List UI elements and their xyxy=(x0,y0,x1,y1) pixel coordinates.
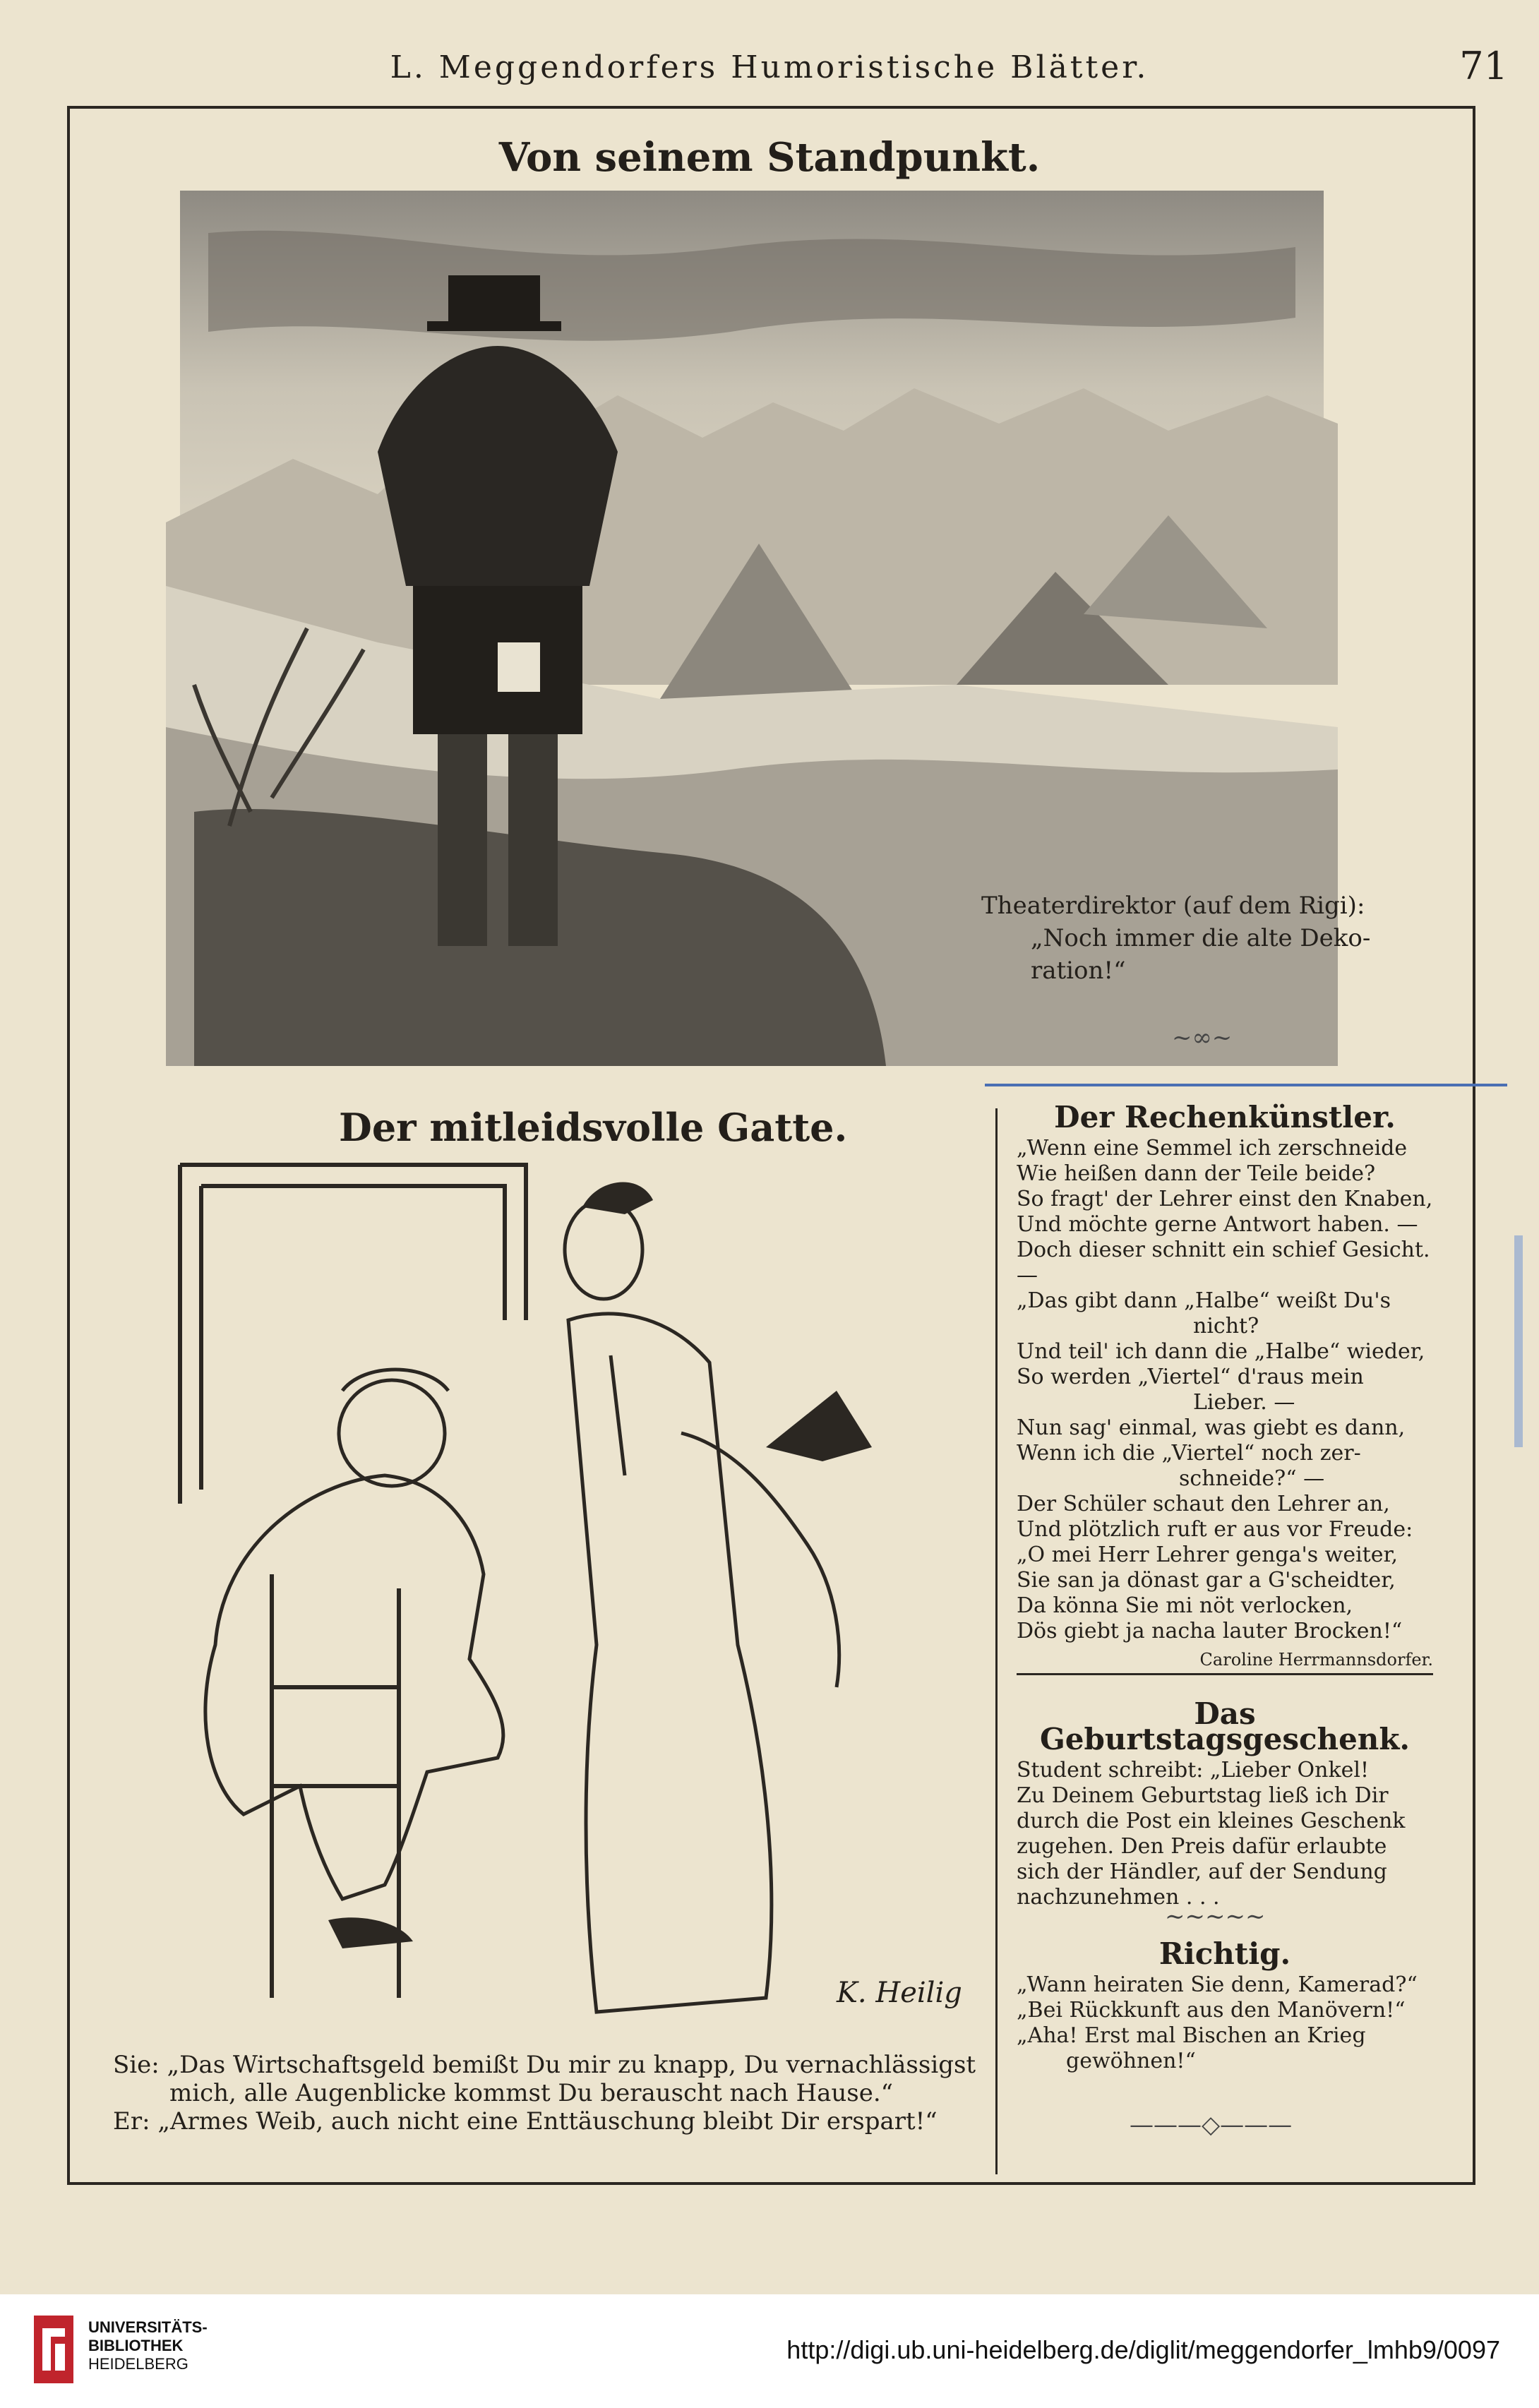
page-number: 71 xyxy=(1459,44,1508,88)
library-name xyxy=(88,2318,208,2373)
poem-line: schneide?“ — xyxy=(1179,1466,1325,1491)
caption-line: Theaterdirektor (auf dem Rigi): xyxy=(981,892,1365,920)
artist-signature: K. Heilig xyxy=(837,1977,962,2009)
caption-line: „Noch immer die alte Deko- xyxy=(1031,924,1371,952)
caption-line: Sie: „Das Wirtschaftsgeld bemißt Du mir zu knapp, Du vernachlässigst xyxy=(113,2051,976,2079)
library-footer xyxy=(0,2294,1539,2408)
poem-line: So werden „Viertel“ d'raus mein xyxy=(1017,1365,1364,1389)
scan-edge-mark xyxy=(1514,1235,1523,1447)
poem-line: Sie san ja dönast gar a G'scheidter, xyxy=(1017,1568,1396,1593)
poem-line: Wie heißen dann der Teile beide? xyxy=(1017,1161,1376,1186)
poem-line: Wenn ich die „Viertel“ noch zer- xyxy=(1017,1441,1361,1466)
anecdote-line: Zu Deinem Geburtstag ließ ich Dir xyxy=(1017,1783,1389,1808)
anecdote-line: Student schreibt: „Lieber Onkel! xyxy=(1017,1758,1370,1783)
poem-line: Lieber. — xyxy=(1193,1390,1295,1415)
anecdote-line: „Wann heiraten Sie denn, Kamerad?“ xyxy=(1017,1972,1418,1997)
poem-line: Und möchte gerne Antwort haben. — xyxy=(1017,1212,1418,1237)
ornament-flourish: ~∞~ xyxy=(1172,1024,1233,1052)
poem-line: Und plötzlich ruft er aus vor Freude: xyxy=(1017,1517,1413,1542)
anecdote-title: Richtig. xyxy=(1158,1936,1291,1971)
library-name-line: BIBLIOTHEK xyxy=(88,2337,184,2354)
divider-line xyxy=(985,1084,1507,1086)
couple-engraving xyxy=(131,1151,988,2044)
poem-line: „Das gibt dann „Halbe“ weißt Du's xyxy=(1017,1288,1391,1313)
library-name-line: UNIVERSITÄTS- xyxy=(88,2318,208,2336)
anecdote-line: zugehen. Den Preis dafür erlaubte xyxy=(1017,1834,1387,1859)
column-rule xyxy=(995,1108,998,2174)
anecdote-line: nachzunehmen . . . xyxy=(1017,1885,1220,1910)
anecdote-line: „Aha! Erst mal Bischen an Krieg xyxy=(1017,2023,1366,2048)
poem-line: Der Schüler schaut den Lehrer an, xyxy=(1017,1492,1390,1516)
anecdote-line: „Bei Rückkunft aus den Manövern!“ xyxy=(1017,1998,1406,2023)
article-1-title: Von seinem Standpunkt. xyxy=(498,134,1041,181)
source-url-link[interactable]: http://digi.ub.uni-heidelberg.de/diglit/meggendorfer_lmhb9/0097 xyxy=(786,2335,1500,2364)
caption-line: ration!“ xyxy=(1031,957,1126,985)
poem-line: Doch dieser schnitt ein schief Gesicht. — xyxy=(1017,1238,1430,1288)
anecdote-line: gewöhnen!“ xyxy=(1066,2049,1196,2073)
poem-line: „O mei Herr Lehrer genga's weiter, xyxy=(1017,1543,1399,1567)
caption-line: mich, alle Augenblicke kommst Du berauscht nach Hause.“ xyxy=(169,2079,894,2107)
poem-line: Da könna Sie mi nöt verlocken, xyxy=(1017,1593,1353,1618)
caption-line: Er: „Armes Weib, auch nicht eine Enttäuschung bleibt Dir erspart!“ xyxy=(113,2107,938,2136)
poem-line: Dös giebt ja nacha lauter Brocken!“ xyxy=(1017,1619,1403,1643)
anecdote-richtig xyxy=(1017,1936,1433,2074)
article-2-title: Der mitleidsvolle Gatte. xyxy=(339,1105,848,1150)
ornament-wave: ∼∼∼∼∼ xyxy=(1165,1903,1266,1931)
ornament-diamond-rule: ———◇——— xyxy=(1130,2111,1293,2139)
poem-author: Caroline Herrmannsdorfer. xyxy=(1199,1650,1433,1670)
running-title: L. Meggendorfers Humoristische Blätter. xyxy=(390,49,1149,85)
poem-line: nicht? xyxy=(1193,1314,1259,1338)
anecdote-line: durch die Post ein kleines Geschenk xyxy=(1017,1809,1406,1833)
poem-title: Der Rechenkünstler. xyxy=(1054,1100,1396,1134)
poem-line: „Wenn eine Semmel ich zerschneide xyxy=(1017,1136,1408,1161)
poem-line: Nun sag' einmal, was giebt es dann, xyxy=(1017,1415,1406,1440)
anecdote-birthday xyxy=(1017,1696,1433,1910)
poem-block xyxy=(1017,1100,1433,1672)
article-1-caption xyxy=(981,889,1440,987)
couple-illustration xyxy=(131,1151,988,2044)
section-rule xyxy=(1017,1673,1433,1675)
article-2-caption xyxy=(113,2051,988,2136)
anecdote-line: sich der Händler, auf der Sendung xyxy=(1017,1859,1387,1884)
poem-line: So fragt' der Lehrer einst den Knaben, xyxy=(1017,1187,1433,1211)
library-logo-icon xyxy=(34,2316,73,2383)
anecdote-title: Das Geburtstagsgeschenk. xyxy=(1039,1696,1411,1756)
poem-line: Und teil' ich dann die „Halbe“ wieder, xyxy=(1017,1339,1425,1364)
library-name-line: HEIDELBERG xyxy=(88,2355,188,2373)
